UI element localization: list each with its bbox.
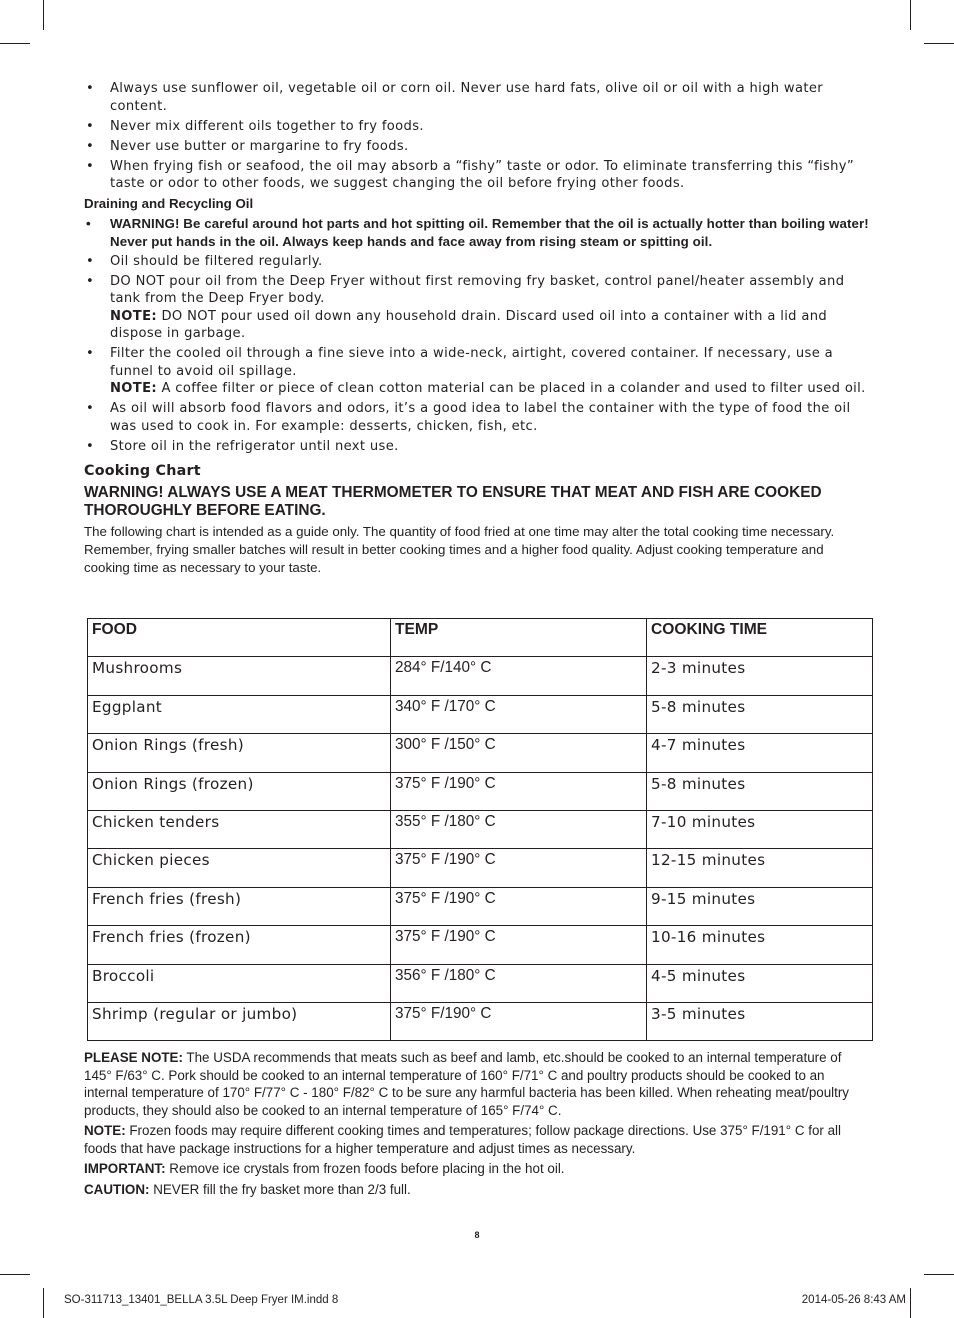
food-cell: Onion Rings (fresh) [88,734,391,772]
crop-mark [910,1288,911,1318]
table-row [88,1002,873,1040]
draining-list [84,215,872,455]
time-cell: 7-10 minutes [647,810,873,848]
please-note-text: The USDA recommends that meats such as beef and lamb, etc.should be cooked to an internal temperature of 145° F/63° C. Pork should be cooked to an internal temperature of 160° F/71° C and poultry products should be cooked to an internal temperature of 170° F/77° C - 180° F/82° C to be sure any harmful bacteria has been killed. When reheating meat/poultry products, they should also be cooked to an internal temperature of 165° F/74° C. [84,1050,850,1118]
list-item-text: Filter the cooled oil through a fine sieve into a wide-neck, airtight, covered container. If necessary, use a funnel to avoid oil spillage. [110,346,834,379]
slug-date: 2014-05-26 8:43 AM [801,1294,906,1306]
important-text: Remove ice crystals from frozen foods before placing in the hot oil. [165,1161,565,1176]
list-item: • Store oil in the refrigerator until next use. [84,438,872,456]
crop-mark [43,0,44,30]
note-text: A coffee filter or piece of clean cotton material can be placed in a colander and used to filter used oil. [156,381,866,396]
crop-mark [924,1274,954,1275]
table-row [88,772,873,810]
frozen-note [84,1122,854,1157]
food-cell: Broccoli [88,964,391,1002]
food-cell: Shrimp (regular or jumbo) [88,1002,391,1040]
table-row [88,964,873,1002]
food-cell: Onion Rings (frozen) [88,772,391,810]
note-text: DO NOT pour used oil down any household drain. Discard used oil into a container with a lid and dispose in garbage. [110,308,828,341]
time-cell: 4-7 minutes [647,734,873,772]
temp-cell: 375° F /190° C [391,849,647,887]
note-line [110,308,872,343]
table-row [88,926,873,964]
table-row [88,849,873,887]
crop-mark [0,43,30,44]
time-cell: 2-3 minutes [647,657,873,695]
caution-text: NEVER fill the fry basket more than 2/3 full. [149,1181,411,1197]
table-row [88,810,873,848]
temp-cell: 356° F /180° C [391,964,647,1002]
food-cell: French fries (fresh) [88,887,391,925]
header-food: FOOD [88,619,391,657]
list-item-text: DO NOT pour oil from the Deep Fryer without first removing fry basket, control panel/heater assembly and tank from the Deep Fryer body. [110,273,845,306]
table-row [88,657,873,695]
caution-note [84,1181,854,1199]
header-temp: TEMP [391,619,647,657]
temp-cell: 284° F/140° C [391,657,647,695]
caution-label: CAUTION: [84,1181,150,1197]
usda-notes [84,1049,854,1201]
list-item [84,345,872,398]
crop-mark [910,0,911,30]
slug-filename: SO-311713_13401_BELLA 3.5L Deep Fryer IM.indd 8 [64,1294,339,1306]
list-item: • Never use butter or margarine to fry foods. [84,138,872,156]
food-cell: Chicken pieces [88,849,391,887]
oil-tips-list [84,80,872,193]
cooking-chart-table [87,618,873,1041]
food-cell: Eggplant [88,695,391,733]
table-row [88,734,873,772]
crop-mark [0,1274,30,1275]
time-cell: 5-8 minutes [647,695,873,733]
chart-intro: The following chart is intended as a guide only. The quantity of food fried at one time may alter the total cooking time necessary. Remember, frying smaller batches will result in better cooking times and a higher food quality. Adjust cooking temperature and cooking time as necessary to your taste. [84,524,835,575]
please-note-label: PLEASE NOTE: [84,1050,183,1065]
time-cell: 12-15 minutes [647,849,873,887]
important-note [84,1160,854,1178]
cooking-chart-title: Cooking Chart [84,463,201,479]
table-row [88,695,873,733]
list-item: • Oil should be filtered regularly. [84,253,872,271]
time-cell: 9-15 minutes [647,887,873,925]
crop-mark [924,43,954,44]
temp-cell: 375° F /190° C [391,887,647,925]
note-label: NOTE: [110,308,157,324]
temp-cell: 340° F /170° C [391,695,647,733]
time-cell: 5-8 minutes [647,772,873,810]
temp-cell: 375° F /190° C [391,772,647,810]
temp-cell: 355° F /180° C [391,810,647,848]
list-item: • Never mix different oils together to fry foods. [84,118,872,136]
header-time: COOKING TIME [647,619,873,657]
food-cell: Mushrooms [88,657,391,695]
time-cell: 4-5 minutes [647,964,873,1002]
draining-heading: Draining and Recycling Oil [84,196,254,211]
food-cell: French fries (frozen) [88,926,391,964]
note-label: NOTE: [110,381,157,396]
note-text: Frozen foods may require different cooking times and temperatures; follow package directions. Use 375° F/191° C for all foods that have package instructions for a higher temperature and adjust times as necessary. [84,1123,841,1156]
note-line [110,380,872,398]
temp-cell: 375° F /190° C [391,926,647,964]
temp-cell: 300° F /150° C [391,734,647,772]
important-label: IMPORTANT: [84,1161,166,1176]
note-label: NOTE: [84,1123,126,1138]
temp-cell: 375° F/190° C [391,1002,647,1040]
list-item: • As oil will absorb food flavors and odors, it’s a good idea to label the container with the type of food the oil was used to cook in. For example: desserts, chicken, fish, etc. [84,400,872,435]
table-row [88,887,873,925]
thermometer-warning: WARNING! ALWAYS USE A MEAT THERMOMETER TO ENSURE THAT MEAT AND FISH ARE COOKED THOROUGHLY BEFORE EATING. [84,484,822,519]
please-note [84,1049,854,1119]
time-cell: 3-5 minutes [647,1002,873,1040]
page-number: 8 [474,1230,480,1240]
list-item: • Always use sunflower oil, vegetable oil or corn oil. Never use hard fats, olive oil or oil with a high water content. [84,80,872,115]
table-header-row [88,619,873,657]
page-content [84,80,872,576]
crop-mark [43,1288,44,1318]
food-cell: Chicken tenders [88,810,391,848]
list-item [84,273,872,343]
warning-item: • WARNING! Be careful around hot parts and hot spitting oil. Remember that the oil is actually hotter than boiling water! Never put hands in the oil. Always keep hands and face away from rising steam or spitting oil. [84,215,872,250]
time-cell: 10-16 minutes [647,926,873,964]
list-item: • When frying fish or seafood, the oil may absorb a “fishy” taste or odor. To eliminate transferring this “fishy” taste or odor to other foods, we suggest changing the oil before frying other foods. [84,158,872,193]
